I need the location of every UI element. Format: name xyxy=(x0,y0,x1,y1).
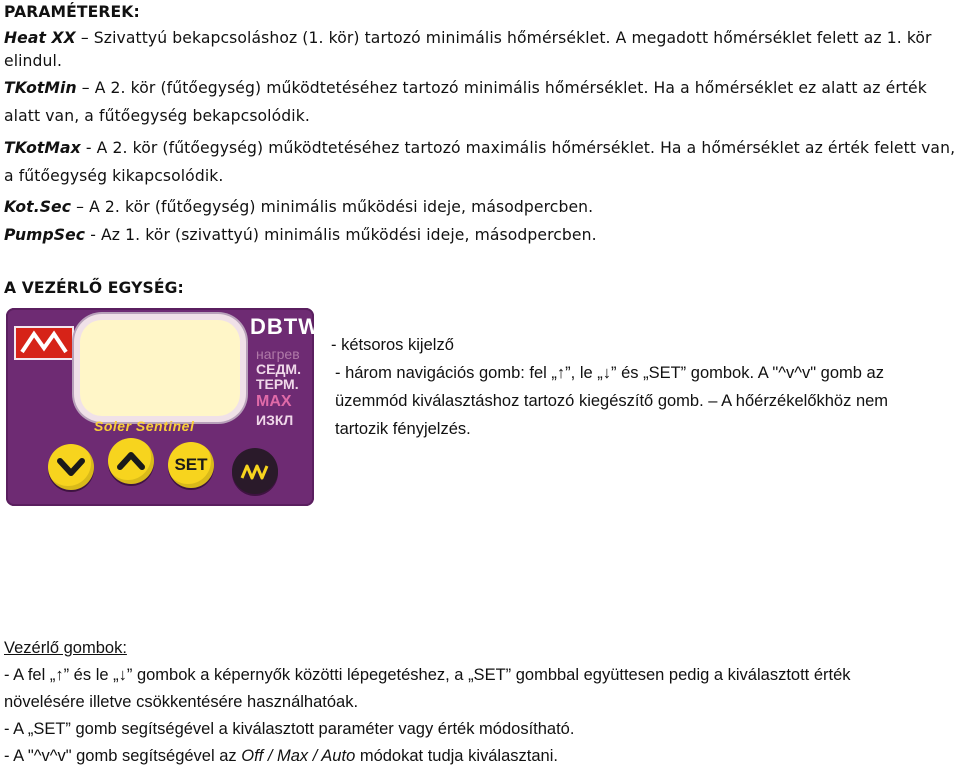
param-pumpsec xyxy=(4,225,597,245)
unit-desc-line: üzemmód kiválasztáshoz tartozó kiegészítő gomb. – A hőérzékelőkhöz nem xyxy=(335,392,889,410)
param-desc: - A 2. kör (fűtőegység) működtetéséhez tartozó maximális hőmérséklet. Ha a hőmérséklet az érték felett van, xyxy=(80,139,956,157)
logo-chevron-icon xyxy=(16,328,72,358)
chevron-up-icon xyxy=(108,438,154,484)
model-label: DBTW xyxy=(250,314,320,339)
set-button[interactable] xyxy=(168,442,214,488)
buttons-line-post: módokat tudja kiválasztani. xyxy=(355,747,558,765)
param-tkotmin-cont: alatt van, a fűtőegység bekapcsolódik. xyxy=(4,107,310,125)
brand-name: Soler Sentinel xyxy=(94,418,195,434)
param-tkotmax-cont: a fűtőegység kikapcsolódik. xyxy=(4,167,224,185)
param-desc: - Az 1. kör (szivattyú) minimális működési ideje, másodpercben. xyxy=(85,226,597,244)
chevron-down-icon xyxy=(48,444,94,490)
mode-label-max: MAX xyxy=(256,393,292,410)
buttons-line-pre: - A "^v^v" gomb segítségével az xyxy=(4,747,242,765)
param-desc: – Szivattyú bekapcsoláshoz (1. kör) tartozó minimális hőmérséklet. A megadott hőmérséklet felett az 1. kör xyxy=(75,29,932,47)
controller-panel-image xyxy=(6,308,320,506)
mode-label-off: ИЗКЛ xyxy=(256,412,294,428)
param-term: PumpSec xyxy=(4,226,86,244)
param-tkotmax xyxy=(4,138,955,158)
unit-desc-line: - három navigációs gomb: fel „↑”, le „↓” és „SET” gombok. A "^v^v" gomb az xyxy=(335,364,884,382)
buttons-line-modes xyxy=(4,746,558,766)
heating-wave-icon xyxy=(232,448,278,494)
mode-label-heat: нагрев xyxy=(256,346,300,362)
buttons-line: - A fel „↑” és le „↓” gombok a képernyők közötti lépegetéshez, a „SET” gombbal együttesen pedig a kiválasztott érték xyxy=(4,666,851,684)
buttons-heading: Vezérlő gombok: xyxy=(4,639,127,657)
param-term: TKotMax xyxy=(4,139,81,157)
lcd-display xyxy=(80,320,240,416)
param-heatxx-cont: elindul. xyxy=(4,52,63,70)
unit-heading: A VEZÉRLŐ EGYSÉG: xyxy=(4,279,184,297)
unit-desc-line: - kétsoros kijelző xyxy=(331,336,454,354)
param-desc: – A 2. kör (fűtőegység) minimális működési ideje, másodpercben. xyxy=(71,198,594,216)
mode-label-thermo: ТЕРМ. xyxy=(256,376,299,392)
param-heatxx xyxy=(4,28,932,48)
param-term: Kot.Sec xyxy=(4,198,72,216)
mode-button[interactable] xyxy=(232,448,278,494)
brand-logo xyxy=(14,326,74,360)
param-term: TKotMin xyxy=(4,79,77,97)
params-heading: PARAMÉTEREK: xyxy=(4,3,140,21)
param-kotsec xyxy=(4,197,593,217)
param-term: Heat XX xyxy=(4,29,76,47)
buttons-line: növelésére illetve csökkentésére használhatóak. xyxy=(4,693,359,711)
mode-list: Off / Max / Auto xyxy=(241,747,356,765)
param-desc: – A 2. kör (fűtőegység) működtetéséhez tartozó minimális hőmérséklet. Ha a hőmérséklet ez alatt az érték xyxy=(76,79,927,97)
up-button[interactable] xyxy=(108,438,154,484)
buttons-line: - A „SET” gomb segítségével a kiválasztott paraméter vagy érték módosítható. xyxy=(4,720,575,738)
mode-label-week: СЕДМ. xyxy=(256,361,301,377)
unit-desc-line: tartozik fényjelzés. xyxy=(335,420,471,438)
param-tkotmin xyxy=(4,78,927,98)
set-button-label: SET xyxy=(174,455,208,474)
down-button[interactable] xyxy=(48,444,94,490)
